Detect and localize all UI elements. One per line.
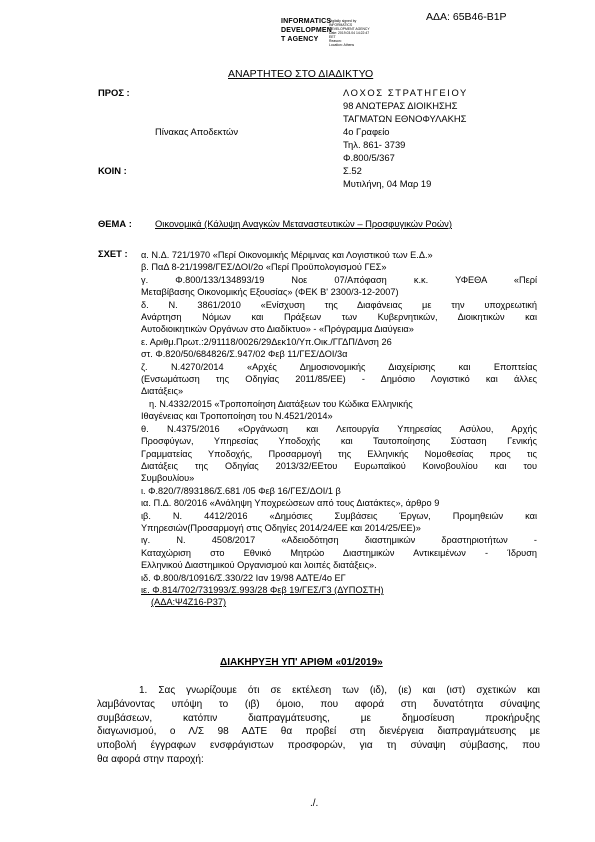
sender-line: Φ.800/5/367 [343, 152, 395, 163]
references-list [141, 249, 537, 609]
sender-line: ΛΟΧΟΣ ΣΤΡΑΤΗΓΕΙΟΥ [343, 87, 468, 98]
ada-code: ΑΔΑ: 65Β46-Β1Ρ [426, 11, 507, 23]
body-line: συμβάσεων, κατόπιν διαπραγμάτευσης, με δημοσίευση προκήρυξης [97, 712, 540, 724]
pros-value: Πίνακας Αποδεκτών [155, 126, 239, 137]
reference-line: ιε. Φ.814/702/731993/Σ.993/28 Φεβ 19/ΓΕΣ/Γ3 (ΔΥΠΟΣΤΗ) [141, 584, 384, 595]
reference-line: Ιθαγένειας και Τροποποίηση του Ν.4521/2014» [141, 411, 333, 422]
reference-line: Διατάξεις της Οδηγίας 2013/32/ΕΕτου Ευρωπαϊκού Κοινοβουλίου και του [141, 460, 537, 471]
reference-line: Διατάξεις» [141, 386, 184, 397]
reference-line: Ανάρτηση Νόμων και Πράξεων των Κυβερνητικών, Διοικητικών και [141, 312, 537, 323]
signature-details: Digitally signed by INFORMATICS DEVELOPMENT AGENCY Date: 2019.03.04 14:22:47 EET Reason: Location: Athens [329, 19, 370, 47]
body-line: 1. Σας γνωρίζουμε ότι σε εκτέλεση των (ιδ), (ιε) και (ιστ) σχετικών και [139, 685, 540, 696]
reference-line: Ελληνικού Διαστημικού Οργανισμού και λοιπές διατάξεις». [141, 560, 377, 571]
reference-line: Γραμματείας Υποδοχής, Προσαρμογή της Ελληνικής Νομοθεσίας προς τις [141, 448, 537, 459]
reference-line: α. Ν.Δ. 721/1970 «Περί Οικονομικής Μέριμνας και Λογιστικού των Ε.Δ.» [141, 250, 433, 260]
reference-line: ε. Αριθμ.Πρωτ.:2/91118/0026/29Δεκ10/Υπ.Οικ./ΓΓΔΠ/Δνση 26 [141, 336, 392, 347]
thema-label: ΘΕΜΑ : [98, 218, 132, 229]
body-line: λαμβάνοντας υπόψη το (ιβ) όμοιο, που αφορά στη δυνατότητα σύναψης [97, 698, 540, 710]
reference-line: Προσφύγων, Υπηρεσίας Υποδοχής και Ταυτοποίησης Σύσταση Γενικής [141, 436, 537, 447]
sender-line: 98 ΑΝΩΤΕΡΑΣ ΔΙΟΙΚΗΣΗΣ [343, 100, 458, 111]
reference-line: ζ. Ν.4270/2014 «Αρχές Δημοσιονομικής Διαχείρισης και Εποπτείας [141, 361, 537, 372]
body-line: θα αφορά στην παροχή: [97, 753, 204, 765]
page-heading: ΑΝΑΡΤΗΤΕΟ ΣΤΟ ΔΙΑΔΙΚΤΥΟ [228, 68, 374, 80]
reference-line: θ. Ν.4375/2016 «Οργάνωση και Λειτουργία Υπηρεσίας Ασύλου, Αρχής [141, 423, 537, 434]
reference-line: ι. Φ.820/7/893186/Σ.681 /05 Φεβ 16/ΓΕΣ/ΔΟΙ/1 β [141, 485, 341, 496]
reference-line: (Ενσωμάτωση της Οδηγίας 2011/85/ΕΕ) - Δημόσιο Λογιστικό και άλλες [141, 374, 537, 385]
logo-line: DEVELOPMEN [281, 27, 333, 34]
reference-line: γ. Φ.800/133/134893/19 Νοε 07/Απόφαση κ.κ. ΥΦΕΘΑ «Περί [141, 274, 537, 285]
reference-line: ια. Π.Δ. 80/2016 «Ανάληψη Υποχρεώσεων από τους Διατάκτες», άρθρο 9 [141, 498, 440, 509]
body-line: διαγωνισμού, ο Λ/Σ 98 ΑΔΤΕ θα προβεί στη διενέργεια διαπραγμάτευσης με [97, 726, 540, 738]
reference-line: Καταχώριση στο Εθνικό Μητρώο Διαστημικών Αντικειμένων - Ίδρυση [141, 547, 537, 558]
reference-line: στ. Φ.820/50/684826/Σ.947/02 Φεβ 11/ΓΕΣ/ΔΟΙ/3α [141, 349, 348, 360]
sxet-label: ΣΧΕΤ : [98, 248, 128, 259]
sender-line: Τηλ. 861- 3739 [343, 139, 406, 150]
sender-line: ΤΑΓΜΑΤΩΝ ΕΘΝΟΦΥΛΑΚΗΣ [343, 113, 467, 124]
reference-line: Συμβουλίου» [141, 473, 195, 484]
reference-line: Υπηρεσιών(Προσαρμογή στις Οδηγίες 2014/24/ΕΕ και 2014/25/ΕΕ)» [141, 522, 421, 533]
logo-line: T AGENCY [281, 36, 319, 43]
reference-line: η. Ν.4332/2015 «Τροποποίηση Διατάξεων του Κώδικα Ελληνικής [149, 398, 413, 409]
koin-label: ΚΟΙΝ : [98, 165, 127, 176]
reference-line: δ. Ν. 3861/2010 «Ενίσχυση της Διαφάνειας με την υποχρεωτική [141, 299, 537, 310]
reference-line: Μεταβίβασης Οικονομικής Εξουσίας» (ΦΕΚ Β' 2300/3-12-2007) [141, 287, 399, 298]
sender-line: Σ.52 [343, 165, 362, 176]
reference-line: ιγ. Ν. 4508/2017 «Αδειοδότηση διαστημικών δραστηριοτήτων - [141, 535, 537, 546]
reference-line: ιβ. Ν. 4412/2016 «Δημόσιες Συμβάσεις Έργων, Προμηθειών και [141, 510, 537, 521]
reference-line: (ΑΔΑ:Ψ4Ζ16-Ρ37) [151, 597, 227, 608]
pros-label: ΠΡΟΣ : [98, 87, 130, 98]
sender-line: 4ο Γραφείο [343, 126, 390, 137]
logo-line: INFORMATICS [281, 18, 332, 25]
digital-signature-stamp [281, 18, 381, 54]
reference-line: β. ΠαΔ 8-21/1998/ΓΕΣ/ΔΟΙ/2ο «Περί Προϋπολογισμού ΓΕΣ» [141, 262, 387, 273]
reference-line: Αυτοδιοικητικών Οργάνων στο Διαδίκτυο» - «Πρόγραμμα Διαύγεια» [141, 324, 414, 335]
reference-line: ιδ. Φ.800/8/10916/Σ.330/22 Ιαν 19/98 ΑΔΤΕ/4ο ΕΓ [141, 572, 346, 583]
sender-line: Μυτιλήνη, 04 Μαρ 19 [343, 178, 432, 189]
page-continue-marker: ./. [310, 798, 319, 809]
thema-text: Οικονομικά (Κάλυψη Αναγκών Μεταναστευτικών – Προσφυγικών Ροών) [155, 218, 452, 229]
body-line: υποβολή έγγραφων ενσφράγιστων προσφορών, για τη σύναψη σύμβασης, που [97, 740, 540, 752]
proclamation-title: ΔΙΑΚΗΡΥΞΗ ΥΠ' ΑΡΙΘΜ «01/2019» [220, 657, 383, 668]
body-paragraph [97, 684, 540, 767]
